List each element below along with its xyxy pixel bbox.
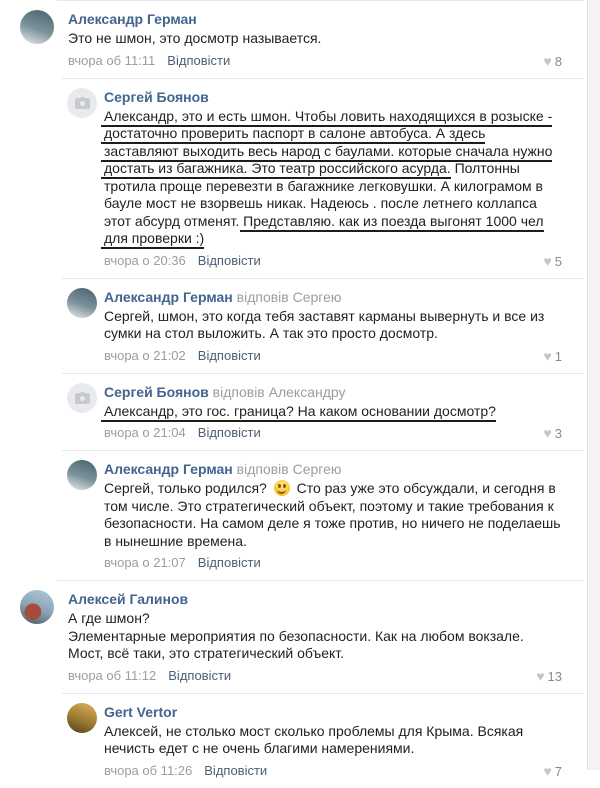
camera-placeholder-avatar[interactable] (67, 383, 97, 413)
comment-text (104, 403, 576, 421)
comment-header (104, 460, 576, 478)
reply-button[interactable]: Відповісти (168, 667, 232, 683)
comment-header (68, 10, 576, 28)
text-line (104, 533, 576, 551)
replied-to-label: відповів Александру (208, 383, 346, 400)
comment-timestamp: вчора о 21:02 (104, 347, 186, 363)
comment-text (104, 480, 576, 550)
heart-icon: ♥ (543, 347, 552, 364)
text-segment: нечисть едет с не очень благими намерениями. (104, 740, 415, 756)
camera-icon (75, 97, 90, 109)
text-segment: в нынешние времена. (104, 532, 247, 549)
comment (0, 373, 586, 451)
reply-button[interactable]: Відповісти (197, 555, 261, 570)
text-line (104, 498, 576, 516)
like-count[interactable]: ♥ 7 (543, 762, 562, 779)
comment-meta (104, 253, 576, 269)
author-name-link[interactable]: Александр Герман (104, 288, 233, 305)
replied-to-label: відповів Сергею (232, 288, 342, 305)
text-segment: этот абсурд отменят. (104, 212, 244, 229)
man-with-cap-avatar[interactable] (67, 288, 97, 318)
comment-meta (104, 425, 576, 441)
text-segment: сумки на стол выложить. А так это просто досмотр. (104, 325, 438, 341)
text-segment: Сто раз уже это обсуждали, и сегодня в (292, 480, 556, 496)
text-segment: Мост, всё таки, это стратегический объект. (68, 645, 345, 661)
reply-button[interactable]: Відповісти (197, 347, 261, 363)
comment (0, 78, 586, 278)
comment (0, 450, 586, 580)
text-segment: Элементарные мероприятия по безопасности. Как на любом вокзале. (68, 627, 524, 644)
man-with-cap-avatar[interactable] (67, 460, 97, 490)
author-name-link[interactable]: Александр Герман (104, 461, 233, 477)
text-line (104, 195, 576, 213)
camera-placeholder-avatar[interactable] (67, 88, 97, 118)
text-line (104, 125, 576, 143)
like-count[interactable]: ♥ 1 (543, 347, 562, 364)
comment-header (68, 590, 576, 608)
text-line (104, 740, 576, 758)
text-line (104, 178, 576, 196)
author-name-link[interactable]: Сергей Боянов (104, 88, 209, 105)
underlined-text: для проверки :) (101, 230, 204, 249)
underlined-text: достать из багажника. Это театр российского асурда. (101, 160, 451, 179)
underlined-text: Александр, это и есть шмон. Чтобы ловить находящихся в розыске - (101, 108, 552, 127)
text-segment: Алексей, не столько мост сколько проблемы для Крыма. Всякая (104, 722, 524, 739)
text-line (104, 515, 576, 533)
comment-text (68, 30, 576, 48)
text-line (68, 628, 576, 646)
underlined-text: заставляют выходить весь народ с баулами. которые сначала нужно (101, 143, 552, 162)
text-line (104, 160, 576, 178)
reply-button[interactable]: Відповісти (204, 762, 268, 778)
comment-timestamp: вчора о 21:07 (104, 555, 186, 570)
text-line (104, 723, 576, 741)
comment-timestamp: вчора о 21:04 (104, 425, 186, 440)
text-segment: А где шмон? (68, 610, 150, 626)
comment-text (68, 610, 576, 663)
author-name-link[interactable]: Gert Vertor (104, 703, 178, 720)
text-segment: тротила проще перевезти в багажнике легковушки. А килограмом в (104, 177, 543, 194)
comment-meta (104, 555, 576, 571)
author-name-link[interactable]: Александр Герман (68, 11, 197, 27)
comment (0, 693, 586, 788)
comment-header (104, 383, 576, 401)
comment-text (104, 308, 576, 343)
heart-icon: ♥ (536, 667, 545, 684)
comment-timestamp: вчора о 20:36 (104, 252, 186, 268)
comment (0, 278, 586, 373)
text-segment: бауле мост не взорвешь никак. Надеюсь . после летнего коллапса (104, 195, 537, 211)
text-line (68, 30, 576, 48)
underlined-text: Представляю. как из поезда выгонят 1000 чел (240, 213, 543, 232)
like-count[interactable]: ♥ 13 (536, 667, 562, 684)
text-line (104, 143, 576, 161)
smiling-face-emoji (274, 480, 290, 496)
comment-header (104, 88, 576, 106)
text-line (104, 213, 576, 231)
comment-timestamp: вчора об 11:26 (104, 762, 193, 778)
heart-icon: ♥ (543, 762, 552, 779)
camera-icon (75, 392, 90, 404)
comment-meta (104, 348, 576, 364)
underlined-text: достаточно проверить паспорт в салоне автобуса. А здесь (101, 125, 485, 144)
author-name-link[interactable]: Алексей Галинов (68, 591, 189, 607)
like-count[interactable]: ♥ 8 (543, 52, 562, 69)
comment-meta (68, 668, 576, 684)
replied-to-label: відповів Сергею (232, 461, 342, 477)
man-with-cap-avatar[interactable] (20, 10, 54, 44)
text-line (104, 308, 576, 326)
text-segment: Сергей, шмон, это когда тебя заставят карманы вывернуть и все из (104, 307, 545, 324)
like-count[interactable]: ♥ 3 (543, 425, 562, 441)
text-segment: Это не шмон, это досмотр называется. (68, 30, 322, 46)
comment-text (104, 108, 576, 248)
text-segment: безопасности. На самом деле я тоже против, но ничего не поделаешь (104, 515, 561, 531)
comment-text (104, 723, 576, 758)
comment-timestamp: вчора об 11:12 (68, 667, 157, 683)
comment (0, 0, 586, 78)
text-line (68, 610, 576, 628)
underlined-text: Александр, это гос. граница? На каком основании досмотр? (101, 403, 496, 422)
text-line (104, 403, 576, 421)
text-line (104, 325, 576, 343)
like-count[interactable]: ♥ 5 (543, 252, 562, 269)
comment-timestamp: вчора об 11:11 (68, 52, 156, 68)
comment-meta (68, 53, 576, 69)
golden-portrait-avatar[interactable] (67, 703, 97, 733)
text-segment: том числе. Это стратегический объект, поэтому и такие требования к (104, 497, 554, 514)
page-gutter (587, 0, 600, 770)
comment-meta (104, 763, 576, 779)
reply-button[interactable]: Відповісти (197, 425, 261, 440)
text-line (104, 480, 576, 498)
comment-header (104, 703, 576, 721)
heart-icon: ♥ (543, 425, 552, 441)
reply-button[interactable]: Відповісти (197, 252, 261, 268)
heart-icon: ♥ (543, 252, 552, 269)
text-line (68, 645, 576, 663)
text-segment: Полтонны (450, 160, 520, 176)
reply-button[interactable]: Відповісти (167, 52, 231, 68)
text-segment: Сергей, только родился? (104, 480, 271, 496)
text-line (104, 230, 576, 248)
person-red-jacket-city-avatar[interactable] (20, 590, 54, 624)
comment-header (104, 288, 576, 306)
heart-icon: ♥ (543, 52, 552, 69)
author-name-link[interactable]: Сергей Боянов (104, 383, 209, 400)
comment (0, 580, 586, 693)
text-line (104, 108, 576, 126)
